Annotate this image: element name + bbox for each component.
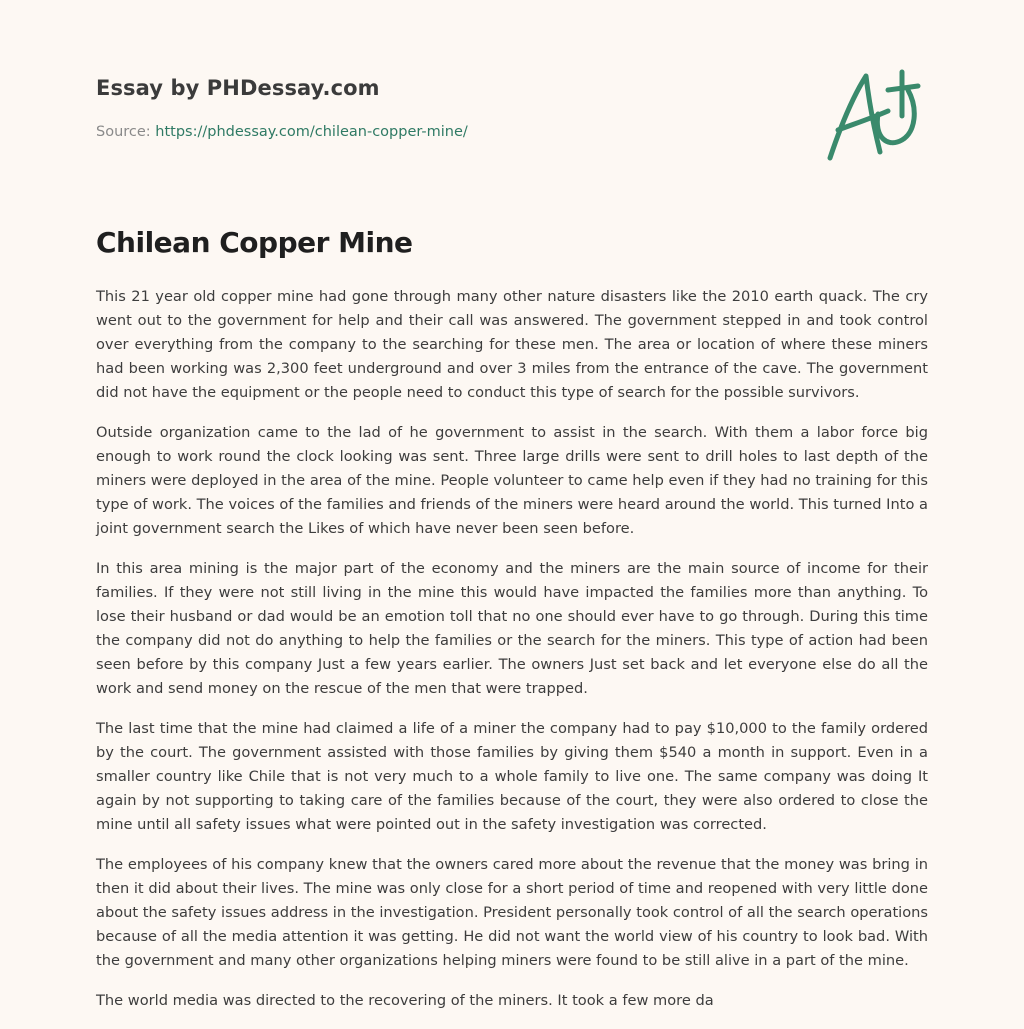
essay-title: Chilean Copper Mine [96,226,413,259]
essay-paragraph: Outside organization came to the lad of he government to assist in the search. With them a labor force big enough to work round the clock looking was sent. Three large drills were sent to drill holes to last depth of the miners were deployed in the area of the mine. People volunteer to came help even if they had no training for this type of work. The voices of the families and friends of the miners were heard around the world. This turned Into a joint government search the Likes of which have never been seen before. [96,424,928,537]
essay-header [96,76,928,140]
site-brand: Essay by PHDessay.com [96,76,380,100]
essay-paragraph: The employees of his company knew that the owners cared more about the revenue that the money was bring in then it did about their lives. The mine was only close for a short period of time and reopened with very little done about the safety issues address in the investigation. President personally took control of all the search operations because of all the media attention it was getting. He did not want the world view of his country to look bad. With the government and many other organizations helping miners were found to be still alive in a part of the mine. [96,856,928,969]
essay-body [96,285,928,1029]
source-line [96,124,468,140]
essay-paragraph: In this area mining is the major part of the economy and the miners are the main source of income for their families. If they were not still living in the mine this would have impacted the families more than anything. To lose their husband or dad would be an emotion toll that no one should ever have to go through. During this time the company did not do anything to help the families or the search for the miners. This type of action had been seen before by this company Just a few years earlier. The owners Just set back and let everyone else do all the work and send money on the rescue of the men that were trapped. [96,560,928,697]
essay-paragraph: This 21 year old copper mine had gone through many other nature disasters like the 2010 earth quack. The cry went out to the government for help and their call was answered. The government stepped in and took control over everything from the company to the searching for these men. The area or location of where these miners had been working was 2,300 feet underground and over 3 miles from the entrance of the cave. The government did not have the equipment or the people need to conduct this type of search for the possible survivors. [96,288,928,401]
source-label: Source: [96,124,156,140]
essay-paragraph: The last time that the mine had claimed a life of a miner the company had to pay $10,000 to the family ordered by the court. The government assisted with those families by giving them $540 a month in support. Even in a smaller country like Chile that is not very much to a whole family to live one. The same company was doing It again by not supporting to taking care of the families because of the court, they were also ordered to close the mine until all safety issues what were pointed out in the safety investigation was corrected. [96,720,928,833]
source-link[interactable]: https://phdessay.com/chilean-copper-mine/ [155,124,468,140]
essay-paragraph: The world media was directed to the recovering of the miners. It took a few more da [96,992,714,1009]
a-plus-grade-icon [818,66,930,166]
